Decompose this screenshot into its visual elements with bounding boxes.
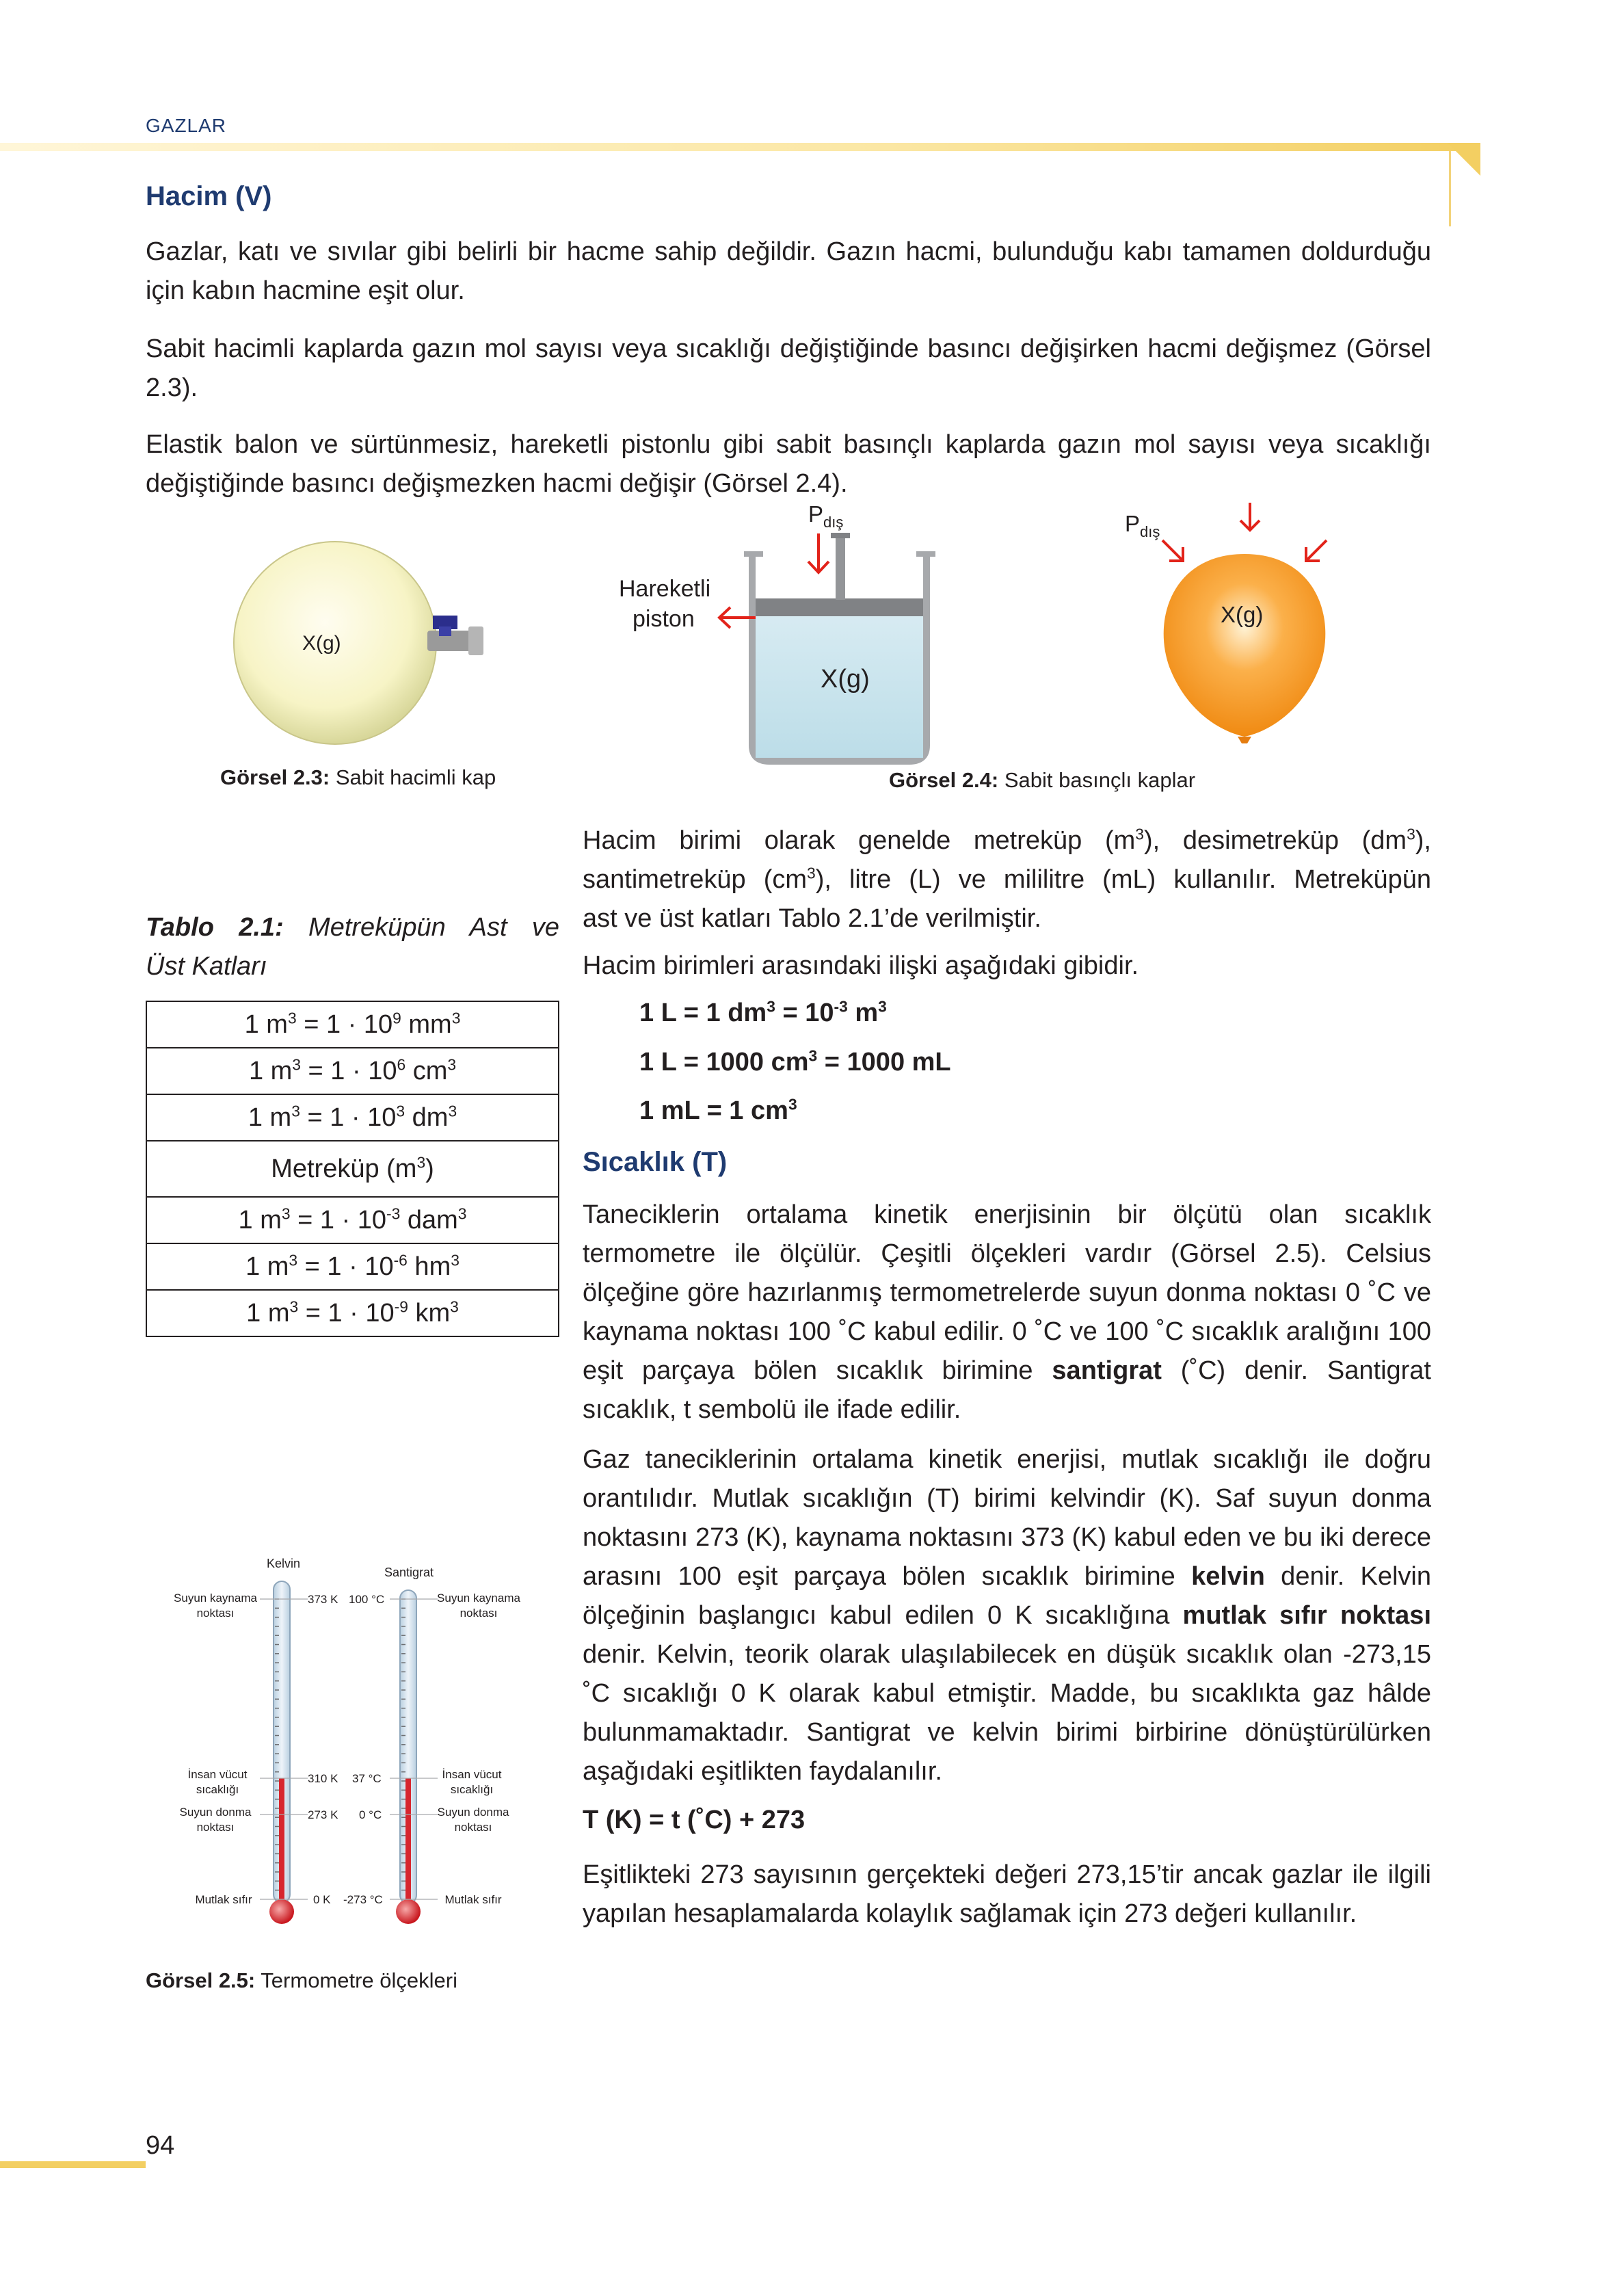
temperature-heading: Sıcaklık (T) (583, 1147, 728, 1177)
balloon-knot (1238, 737, 1251, 743)
cell-left-exp: 3 (289, 1297, 299, 1315)
piston-pressure-subscript: dış (823, 514, 844, 531)
table-cell (146, 1243, 559, 1290)
left-freeze-line-1: Suyun donma (179, 1806, 252, 1819)
temperature-paragraph-1 (583, 1196, 1431, 1429)
left-labels (174, 1592, 257, 1906)
temp-p2-bold-absolute-zero: mutlak sıfır noktası (1182, 1601, 1431, 1630)
table-cell (146, 1001, 559, 1048)
balloon-pressure-label (1125, 511, 1160, 540)
sphere-gas-label: X(g) (302, 632, 341, 655)
formula-1-sup-c: 3 (878, 997, 887, 1016)
formula-3-sup: 3 (788, 1095, 797, 1113)
table-cell (146, 1197, 559, 1243)
right-freeze-line-1: Suyun donma (437, 1806, 509, 1819)
temp-p1-text: Taneciklerin ortalama kinetik enerjisinin bir ölçütü olan sıcaklık termometre ile ölçülür. Çeşitli ölçekleri vardır (Görsel 2.5). Celsius ölçeğine göre hazırlanmış termometrelerde suyun donma noktası 0 ˚C ve kaynama noktası 100 ˚C kabul edilir. 0 ˚C ve 100 ˚C sıcaklık aralığını 100 eşit parçaya bölen sıcaklık birimine (583, 1200, 1431, 1385)
cell-left-exp: 3 (281, 1204, 291, 1222)
temp-p2-c: denir. Kelvin, teorik olarak ulaşılabilecek en düşük sıcaklık olan -273,15 ˚C sıcaklığı 0 K olarak kabul etmiştir. Madde, bu sıcaklıkta gaz hâlde bulunmamaktadır. Santigrat ve kelvin birimi birbirine dönüştürülürken aşağıdaki eşitlikten faydalanılır. (583, 1640, 1431, 1786)
cell-mid: = 1 · 10 (296, 1009, 393, 1039)
piston-pressure-symbol: P (808, 503, 824, 527)
cell-unit-exp: 3 (451, 1008, 461, 1027)
figure-2-3-caption-text: Sabit hacimli kap (330, 765, 496, 789)
table-cell (146, 1048, 559, 1094)
balloon-gas-label: X(g) (1221, 602, 1264, 627)
right-boil-line-2: noktası (460, 1607, 498, 1620)
section-label: GAZLAR (146, 115, 227, 136)
valve-end (468, 626, 483, 655)
cell-unit: mm (401, 1009, 452, 1039)
left-freeze-line-2: noktası (196, 1821, 235, 1834)
value-minus-273c: -273 °C (343, 1893, 383, 1906)
left-boil-line-1: Suyun kaynama (174, 1592, 257, 1605)
metric-volume-table (146, 1001, 559, 1337)
header-tab (1448, 143, 1480, 176)
volume-paragraph-2: Sabit hacimli kaplarda gazın mol sayısı veya sıcaklığı değiştiğinde basıncı değişirken hacmi değişmez (Görsel 2.3). (146, 334, 1431, 402)
units-line-1 (583, 821, 1431, 860)
balloon-pressure-symbol: P (1125, 511, 1141, 536)
kelvin-celsius-formula: T (K) = t (˚C) + 273 (583, 1806, 806, 1834)
figure-2-4-caption-text: Sabit basınçlı kaplar (998, 768, 1196, 792)
cell-left: 1 m (246, 1298, 290, 1328)
cell-center-a: Metreküp (m (271, 1154, 417, 1183)
figure-2-5-caption (146, 1968, 457, 1993)
balloon-pressure-subscript: dış (1140, 523, 1160, 540)
units-line-1-b: ), desimetreküp (dm (1143, 826, 1407, 855)
cell-unit: dam (400, 1205, 458, 1235)
cell-exp: -9 (394, 1297, 408, 1315)
cell-mid: = 1 · 10 (300, 1056, 397, 1085)
cell-exp: 6 (397, 1055, 406, 1073)
cell-unit-exp: 3 (457, 1204, 467, 1222)
formula-1-a: 1 L = 1 dm (639, 999, 767, 1027)
figure-2-5-caption-label: Görsel 2.5: (146, 1968, 256, 1992)
figure-2-4-caption-label: Görsel 2.4: (889, 768, 999, 792)
right-freeze-line-2: noktası (454, 1821, 492, 1834)
piston-label-line-1: Hareketli (619, 576, 711, 602)
cell-center-b: ) (425, 1154, 434, 1183)
piston-rod (836, 536, 845, 600)
cell-left-exp: 3 (292, 1055, 301, 1073)
value-310k: 310 K (308, 1772, 338, 1785)
table-row (146, 1290, 559, 1336)
left-body-line-1: İnsan vücut (187, 1768, 248, 1781)
table-row (146, 1197, 559, 1243)
value-373k: 373 K (308, 1593, 338, 1606)
right-boil-line-1: Suyun kaynama (437, 1592, 520, 1605)
header-line (1449, 151, 1451, 226)
units-line-2-b: ), litre (L) ve mililitre (mL) kullanılır. Metreküpün (815, 865, 1431, 894)
volume-paragraph-1: Gazlar, katı ve sıvılar gibi belirli bir hacme sahip değildir. Gazın hacmi, bulunduğu kabı tamamen doldurduğu için kabın hacmine eşit olur. (146, 237, 1431, 305)
kelvin-mercury (279, 1778, 284, 1900)
right-body-line-1: İnsan vücut (442, 1768, 502, 1781)
kelvin-title: Kelvin (267, 1557, 301, 1570)
cell-left: 1 m (248, 1103, 292, 1132)
balloon-pressure-arrows (1162, 503, 1327, 561)
left-boil-line-2: noktası (196, 1607, 235, 1620)
cell-mid: = 1 · 10 (290, 1205, 387, 1235)
cell-unit: km (408, 1298, 451, 1328)
table-row (146, 1243, 559, 1290)
formula-1-sup-a: 3 (767, 997, 775, 1016)
cell-left-exp: 3 (287, 1008, 297, 1027)
right-body-line-2: sıcaklığı (450, 1783, 494, 1796)
formula-litre-dm3 (639, 999, 887, 1028)
cell-left-exp: 3 (289, 1250, 298, 1269)
thermometer-scales-figure (164, 1553, 533, 1936)
header-bar (0, 143, 1480, 151)
piston-rod-cap (831, 533, 850, 538)
formula-1-c: m (847, 999, 879, 1027)
scale-values (308, 1593, 384, 1906)
figure-2-5-caption-text: Termometre ölçekleri (255, 1968, 457, 1992)
cell-mid: = 1 · 10 (298, 1298, 395, 1328)
table-cell (146, 1290, 559, 1336)
units-line-1-c: ), (1415, 826, 1431, 855)
cell-center-exp: 3 (416, 1152, 426, 1171)
units-line-1-a: Hacim birimi olarak genelde metreküp (m (583, 826, 1136, 855)
units-line-2 (583, 860, 1431, 899)
cell-mid: = 1 · 10 (297, 1252, 394, 1281)
temperature-paragraph-3: Eşitlikteki 273 sayısının gerçekteki değeri 273,15’tir ancak gazlar ile ilgili yapılan hesaplamalarda kolaylık sağlamak için 273 değeri kullanılır. (583, 1860, 1431, 1928)
units-sup-dm3: 3 (1407, 825, 1415, 843)
elastic-balloon (1164, 554, 1326, 737)
piston-pressure-arrow (808, 533, 829, 572)
cell-unit: hm (407, 1252, 451, 1281)
temp-p1-bold: santigrat (1052, 1356, 1162, 1385)
figure-2-3-caption-label: Görsel 2.3: (220, 765, 330, 789)
cell-left: 1 m (245, 1252, 289, 1281)
kelvin-bulb (269, 1899, 294, 1924)
celsius-bulb (396, 1899, 421, 1924)
cylinder-gas-label: X(g) (821, 665, 870, 694)
celsius-mercury (405, 1778, 411, 1900)
cell-exp: 9 (392, 1008, 401, 1027)
cell-left: 1 m (244, 1009, 288, 1039)
cell-mid: = 1 · 10 (299, 1103, 397, 1132)
cell-exp: 3 (396, 1101, 405, 1120)
fixed-volume-container-figure (226, 540, 513, 752)
cell-unit: dm (405, 1103, 449, 1132)
value-0c: 0 °C (359, 1808, 382, 1821)
units-sup-cm3: 3 (807, 864, 816, 882)
cell-exp: -3 (386, 1204, 401, 1222)
cell-left: 1 m (238, 1205, 282, 1235)
formula-1-b: = 10 (775, 999, 834, 1027)
formula-ml-cm3 (639, 1096, 797, 1126)
temp-p2-b: denir. Kelvin ölçeğinin başlangıcı kabul edilen 0 K sıcaklığına (583, 1562, 1431, 1630)
right-labels (437, 1592, 520, 1906)
cell-exp: -6 (393, 1250, 408, 1269)
left-body-line-2: sıcaklığı (196, 1783, 239, 1796)
cell-unit-exp: 3 (448, 1101, 457, 1120)
cell-unit-exp: 3 (451, 1250, 460, 1269)
table-row (146, 1048, 559, 1094)
cell-left: 1 m (248, 1056, 293, 1085)
value-273k: 273 K (308, 1808, 338, 1821)
table-2-1-title-rest: Metreküpün Ast ve (283, 913, 559, 942)
formula-litre-cm3 (639, 1048, 951, 1077)
left-absolute-zero: Mutlak sıfır (195, 1893, 252, 1906)
valve-stem (439, 626, 451, 636)
piston-label-line-2: piston (633, 606, 695, 632)
units-line-3: ast ve üst katları Tablo 2.1’de verilmiştir. (583, 904, 1041, 933)
cell-left-exp: 3 (291, 1101, 300, 1120)
table-row (146, 1094, 559, 1141)
value-100c: 100 °C (349, 1593, 385, 1606)
temp-p1-end: (˚C) denir. Santigrat sıcaklık, t sembolü ile ifade edilir. (583, 1356, 1431, 1424)
formula-2-sup: 3 (808, 1046, 818, 1065)
table-row (146, 1141, 559, 1197)
right-absolute-zero: Mutlak sıfır (444, 1893, 502, 1906)
table-cell-center (146, 1141, 559, 1197)
page-number: 94 (146, 2131, 175, 2160)
constant-pressure-containers-figure (602, 503, 1368, 773)
volume-heading: Hacim (V) (146, 181, 272, 211)
table-2-1-title-line-1 (146, 908, 559, 947)
table-2-1-title-label: Tablo 2.1: (146, 913, 284, 942)
units-line-2-a: santimetreküp (cm (583, 865, 808, 894)
temp-p2-bold-kelvin: kelvin (1191, 1562, 1265, 1591)
cell-unit-exp: 3 (447, 1055, 457, 1073)
formula-1-sup-b: -3 (834, 997, 848, 1016)
value-0k: 0 K (313, 1893, 331, 1906)
formula-3-a: 1 mL = 1 cm (639, 1096, 788, 1125)
table-row (146, 1001, 559, 1048)
celsius-title: Santigrat (384, 1566, 434, 1579)
units-relation-intro: Hacim birimleri arasındaki ilişki aşağıdaki gibidir. (583, 951, 1139, 980)
footer-bar (0, 2161, 146, 2168)
cell-unit: cm (405, 1056, 448, 1085)
formula-2-b: = 1000 mL (817, 1048, 951, 1077)
figure-2-3-caption (220, 765, 496, 790)
figure-2-4-caption (889, 768, 1195, 793)
table-2-1-title-line-2: Üst Katları (146, 952, 267, 981)
temperature-paragraph-2 (583, 1440, 1431, 1791)
piston-pressure-label (808, 503, 843, 531)
temp-p2-a: Gaz taneciklerinin ortalama kinetik enerjisi, mutlak sıcaklığı ile doğru orantılıdır. Mutlak sıcaklığın (T) birimi kelvindir (K). Saf suyun donma noktasını 273 (K), kaynama noktasını 373 (K) kabul eden ve bu iki derece arasını 100 eşit parçaya bölen sıcaklık birimine (583, 1445, 1431, 1591)
units-sup-m3: 3 (1135, 825, 1144, 843)
cell-unit-exp: 3 (450, 1297, 459, 1315)
volume-paragraph-3: Elastik balon ve sürtünmesiz, hareketli pistonlu gibi sabit basınçlı kaplarda gazın mol sayısı veya sıcaklığı değiştiğinde basıncı değişmezken hacmi değişir (Görsel 2.4). (146, 430, 1431, 498)
value-37c: 37 °C (352, 1772, 382, 1785)
table-cell (146, 1094, 559, 1141)
piston-plate (756, 598, 923, 616)
formula-2-a: 1 L = 1000 cm (639, 1048, 809, 1077)
